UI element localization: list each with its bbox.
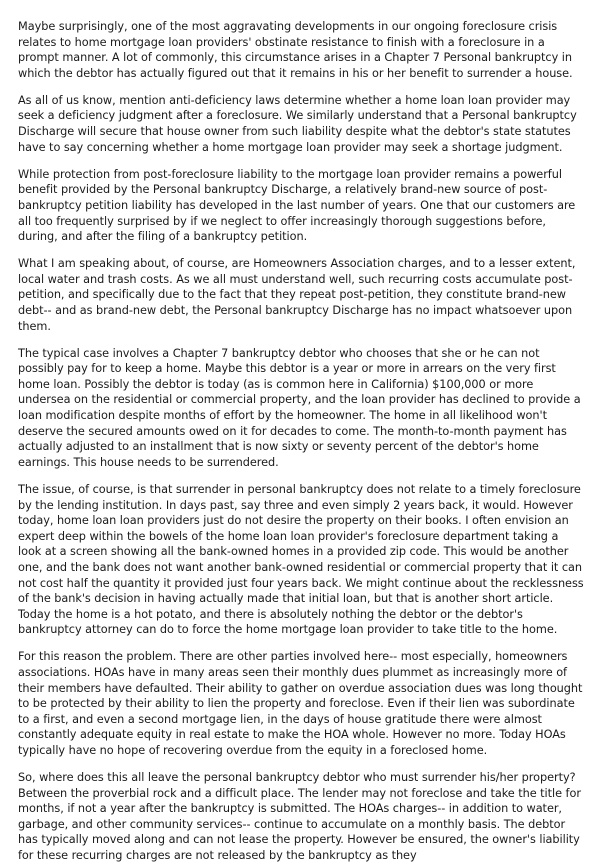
- paragraph-6: The issue, of course, is that surrender in personal bankruptcy does not relate to a timely foreclosure by the lending institution. In days past, say three and even simply 2 years back, it would. However today, home loan loan providers just do not desire the property on their books. I often envision an expert deep within the bowels of the home loan loan provider's foreclosure department taking a look at a screen showing all the bank-owned homes in a provided zip code. This would be another one, and the bank does not want another bank-owned residential or commercial property that it can not cost half the quantity it provided just four years back. We might continue about the recklessness of the bank's decision in having actually made that initial loan, but that is another short article. Today the home is a hot potato, and there is absolutely nothing the debtor or the debtor's bankruptcy attorney can do to force the home mortgage loan provider to take title to the home.: [18, 482, 584, 637]
- paragraph-1: Maybe surprisingly, one of the most aggravating developments in our ongoing foreclosure crisis relates to home mortgage loan providers' obstinate resistance to finish with a foreclosure in a prompt manner. A lot of commonly, this circumstance arises in a Chapter 7 Personal bankruptcy in which the debtor has actually figured out that it remains in his or her benefit to surrender a house.: [18, 20, 573, 80]
- paragraph-2: As all of us know, mention anti-deficiency laws determine whether a home loan loan provider may seek a deficiency judgment after a foreclosure. We similarly understand that a Personal bankruptcy Discharge will secure that house owner from such liability despite what the debtor's state statutes have to say concerning whether a home mortgage loan provider may seek a shortage judgment.: [18, 93, 577, 154]
- paragraph-4: What I am speaking about, of course, are Homeowners Association charges, and to a lesser extent, local water and trash costs. As we all must understand well, such recurring costs accumulate post-petition, and specifically due to the fact that they repeat post-petition, they constitute brand-new debt-- and as brand-new debt, the Personal bankruptcy Discharge has no impact whatsoever upon them.: [18, 257, 576, 333]
- paragraph-3: While protection from post-foreclosure liability to the mortgage loan provider remains a powerful benefit provided by the Personal bankruptcy Discharge, a relatively brand-new source of post-bankruptcy petition liability has developed in the last number of years. One that our customers are all too frequently surprised by if we neglect to offer increasingly thorough suggestions before, during, and after the filing of a bankruptcy petition.: [18, 167, 576, 244]
- paragraph-7: For this reason the problem. There are other parties involved here-- most especially, homeowners associations. HOAs have in many areas seen their monthly dues plummet as increasingly more of their members have defaulted. Their ability to gather on overdue association dues was long thought to be protected by their ability to lien the property and foreclose. Even if their lien was subordinate to a first, and even a second mortgage lien, in the days of house gratitude there were almost constantly adequate equity in real estate to make the HOA whole. However no more. Today HOAs typically have no hope of recovering overdue from the equity in a foreclosed home.: [18, 650, 583, 757]
- paragraph-5: The typical case involves a Chapter 7 bankruptcy debtor who chooses that she or he can not possibly pay for to keep a home. Maybe this debtor is a year or more in arrears on the very first home loan. Possibly the debtor is today (as is common here in California) $100,000 or more undersea on the residential or commercial property, and the loan provider has declined to provide a loan modification despite months of effort by the homeowner. The home in all likelihood won't deserve the secured amounts owed on it for decades to come. The month-to-month payment has actually adjusted to an installment that is now sixty or seventy percent of the debtor's home earnings. This house needs to be surrendered.: [18, 346, 581, 469]
- paragraph-8: So, where does this all leave the personal bankruptcy debtor who must surrender his/her property? Between the proverbial rock and a difficult place. The lender may not foreclose and take the title for months, if not a year after the bankruptcy is submitted. The HOAs charges-- in addition to water, garbage, and other community services-- continue to accumulate on a monthly basis. The debtor has typically moved along and can not lease the property. However be ensured, the owner's liability for these recurring charges are not released by the bankruptcy as they: [18, 771, 581, 862]
